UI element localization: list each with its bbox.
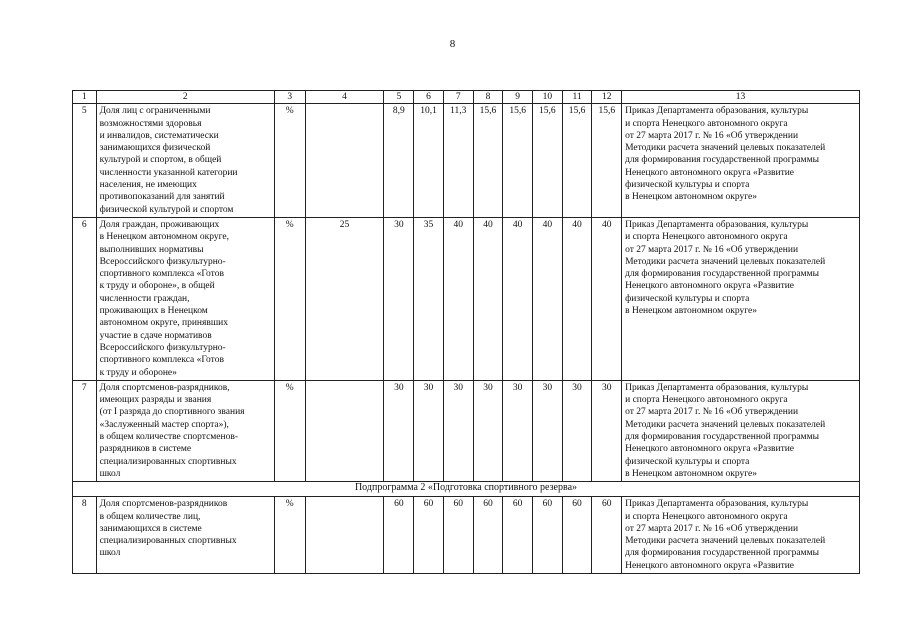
table-cell: 30 xyxy=(533,380,563,481)
table-cell: 60 xyxy=(503,497,533,574)
header-cell: 6 xyxy=(414,91,444,104)
subprogram-title: Подпрограмма 2 «Подготовка спортивного резерва» xyxy=(73,482,860,497)
table-cell: 35 xyxy=(414,217,444,380)
table-cell: Доля граждан, проживающих в Ненецком автономном округе, выполнивших нормативы Всероссийского физкультурно- спортивного комплекса «Готов к труду и обороне», в общей численности граждан, проживающих в Ненецком автономном округе, принявших участие в сдаче нормативов Всероссийского физкультурно- спортивного комплекса «Готов к труду и обороне» xyxy=(96,217,274,380)
table-cell xyxy=(305,497,384,574)
header-cell: 5 xyxy=(384,91,414,104)
table-cell: 5 xyxy=(73,104,97,218)
table-cell: 30 xyxy=(562,380,592,481)
table-cell: Приказ Департамента образования, культуры и спорта Ненецкого автономного округа от 27 марта 2017 г. № 16 «Об утверждении Методики расчета значений целевых показателей для формирования государственной программы Ненецкого автономного округа «Развитие xyxy=(622,497,860,574)
header-cell: 11 xyxy=(562,91,592,104)
table-cell: % xyxy=(274,104,305,218)
table-cell: 30 xyxy=(384,217,414,380)
table-cell: 7 xyxy=(73,380,97,481)
table-cell: 60 xyxy=(533,497,563,574)
table-cell: 40 xyxy=(533,217,563,380)
header-cell: 8 xyxy=(473,91,503,104)
table-cell: 15,6 xyxy=(592,104,622,218)
header-cell: 12 xyxy=(592,91,622,104)
table-cell: 15,6 xyxy=(503,104,533,218)
header-cell: 3 xyxy=(274,91,305,104)
table-cell: 30 xyxy=(384,380,414,481)
header-cell: 10 xyxy=(533,91,563,104)
table-cell: 15,6 xyxy=(562,104,592,218)
table-cell: 40 xyxy=(562,217,592,380)
table-cell: 15,6 xyxy=(533,104,563,218)
header-cell: 2 xyxy=(96,91,274,104)
table-cell: 60 xyxy=(414,497,444,574)
table-cell: 11,3 xyxy=(443,104,473,218)
table-cell: 25 xyxy=(305,217,384,380)
table-cell: 30 xyxy=(414,380,444,481)
table-row xyxy=(73,497,860,574)
table-cell xyxy=(305,380,384,481)
header-cell: 4 xyxy=(305,91,384,104)
table-cell: 40 xyxy=(473,217,503,380)
table-row xyxy=(73,217,860,380)
table-cell: 30 xyxy=(473,380,503,481)
header-cell: 7 xyxy=(443,91,473,104)
table-cell: 30 xyxy=(592,380,622,481)
table-cell: 60 xyxy=(384,497,414,574)
table-cell: 30 xyxy=(503,380,533,481)
table-cell: Приказ Департамента образования, культуры и спорта Ненецкого автономного округа от 27 марта 2017 г. № 16 «Об утверждении Методики расчета значений целевых показателей для формирования государственной программы Ненецкого автономного округа «Развитие физической культуры и спорта в Ненецком автономном округе» xyxy=(622,104,860,218)
table-cell: 40 xyxy=(503,217,533,380)
table-cell: 40 xyxy=(592,217,622,380)
table-cell: Доля спортсменов-разрядников в общем количестве лиц, занимающихся в системе специализированных спортивных школ xyxy=(96,497,274,574)
indicators-table xyxy=(72,90,860,574)
table-cell: 60 xyxy=(473,497,503,574)
header-row xyxy=(73,91,860,104)
table-cell: % xyxy=(274,217,305,380)
table-cell: 8 xyxy=(73,497,97,574)
table-cell: 15,6 xyxy=(473,104,503,218)
table-cell: 60 xyxy=(562,497,592,574)
header-cell: 9 xyxy=(503,91,533,104)
table-cell: 40 xyxy=(443,217,473,380)
table-cell: 6 xyxy=(73,217,97,380)
header-cell: 13 xyxy=(622,91,860,104)
table-cell: Доля лиц с ограниченными возможностями здоровья и инвалидов, систематически занимающихся физической культурой и спортом, в общей численности указанной категории населения, не имеющих противопоказаний для занятий физической культурой и спортом xyxy=(96,104,274,218)
table-cell: 30 xyxy=(443,380,473,481)
table-cell xyxy=(305,104,384,218)
table-cell: Приказ Департамента образования, культуры и спорта Ненецкого автономного округа от 27 марта 2017 г. № 16 «Об утверждении Методики расчета значений целевых показателей для формирования государственной программы Ненецкого автономного округа «Развитие физической культуры и спорта в Ненецком автономном округе» xyxy=(622,380,860,481)
table-row xyxy=(73,380,860,481)
page-number: 8 xyxy=(449,38,456,50)
header-cell: 1 xyxy=(73,91,97,104)
table-cell: 8,9 xyxy=(384,104,414,218)
table-cell: Приказ Департамента образования, культуры и спорта Ненецкого автономного округа от 27 марта 2017 г. № 16 «Об утверждении Методики расчета значений целевых показателей для формирования государственной программы Ненецкого автономного округа «Развитие физической культуры и спорта в Ненецком автономном округе» xyxy=(622,217,860,380)
subprogram-row xyxy=(73,482,860,497)
table-row xyxy=(73,104,860,218)
table-cell: 10,1 xyxy=(414,104,444,218)
table-cell: 60 xyxy=(443,497,473,574)
table-cell: Доля спортсменов-разрядников, имеющих разряды и звания (от I разряда до спортивного звания «Заслуженный мастер спорта»), в общем количестве спортсменов- разрядников в системе специализированных спортивных школ xyxy=(96,380,274,481)
table-cell: 60 xyxy=(592,497,622,574)
table-cell: % xyxy=(274,497,305,574)
table-cell: % xyxy=(274,380,305,481)
